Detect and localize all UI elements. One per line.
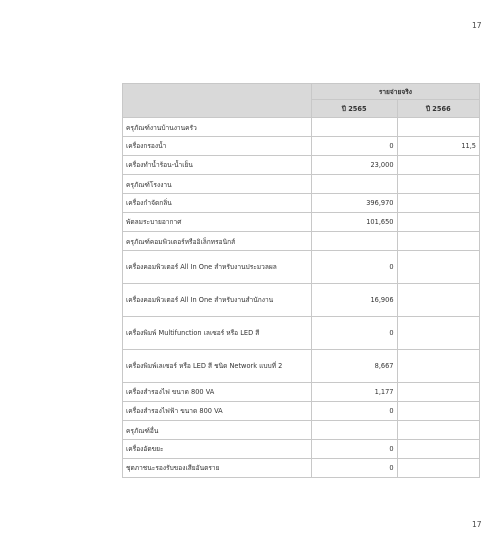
- table-row: [123, 440, 480, 459]
- value-2566: [397, 402, 479, 421]
- item-label: เครื่องทำน้ำร้อน-น้ำเย็น: [123, 156, 312, 175]
- table-row: [123, 459, 480, 478]
- table-row: [123, 232, 480, 251]
- item-label: เครื่องกรองน้ำ: [123, 137, 312, 156]
- table-row: [123, 350, 480, 383]
- value-2565: 0: [311, 459, 397, 478]
- value-2565: 8,667: [311, 350, 397, 383]
- value-2566: [397, 251, 479, 284]
- value-2566: [397, 156, 479, 175]
- value-2566: 11,5: [397, 137, 479, 156]
- value-2566: [397, 317, 479, 350]
- value-2565: 0: [311, 317, 397, 350]
- expenditure-table: [122, 83, 480, 478]
- value-2566: [397, 383, 479, 402]
- value-2565: 0: [311, 251, 397, 284]
- item-label: เครื่องอัดขยะ: [123, 440, 312, 459]
- page-number-bottom: 17: [472, 520, 482, 529]
- value-2565: 396,970: [311, 194, 397, 213]
- category-label: ครุภัณฑ์งานบ้านงานครัว: [123, 118, 312, 137]
- value-2566: [397, 194, 479, 213]
- table-row: [123, 251, 480, 284]
- category-label: ครุภัณฑ์อื่น: [123, 421, 312, 440]
- value-2566: [397, 232, 479, 251]
- year-header-2566: ปี 2566: [397, 100, 479, 118]
- value-2565: 0: [311, 440, 397, 459]
- item-label: พัดลมระบายอากาศ: [123, 213, 312, 232]
- value-2566: [397, 118, 479, 137]
- header-corner-cell: [123, 84, 312, 118]
- year-header-2565: ปี 2565: [311, 100, 397, 118]
- value-2565: 101,650: [311, 213, 397, 232]
- table-row: [123, 213, 480, 232]
- value-2565: [311, 118, 397, 137]
- table-row: [123, 137, 480, 156]
- item-label: เครื่องสำรองไฟ ขนาด 800 VA: [123, 383, 312, 402]
- value-2565: [311, 232, 397, 251]
- value-2566: [397, 440, 479, 459]
- value-2565: [311, 175, 397, 194]
- table-row: [123, 118, 480, 137]
- item-label: เครื่องกำจัดกลิ่น: [123, 194, 312, 213]
- value-2565: [311, 421, 397, 440]
- value-2565: 16,906: [311, 284, 397, 317]
- actual-expenditure-header: รายจ่ายจริง: [311, 84, 479, 100]
- page-number-top: 17: [472, 21, 482, 30]
- table-row: [123, 156, 480, 175]
- item-label: เครื่องสำรองไฟฟ้า ขนาด 800 VA: [123, 402, 312, 421]
- table-row: [123, 383, 480, 402]
- value-2566: [397, 459, 479, 478]
- value-2566: [397, 284, 479, 317]
- value-2566: [397, 350, 479, 383]
- value-2565: 1,177: [311, 383, 397, 402]
- value-2566: [397, 213, 479, 232]
- value-2566: [397, 175, 479, 194]
- table-row: [123, 317, 480, 350]
- table-row: [123, 175, 480, 194]
- category-label: ครุภัณฑ์โรงงาน: [123, 175, 312, 194]
- value-2565: 0: [311, 137, 397, 156]
- table-row: [123, 421, 480, 440]
- item-label: เครื่องคอมพิวเตอร์ All In One สำหรับงานประมวลผล: [123, 251, 312, 284]
- value-2566: [397, 421, 479, 440]
- value-2565: 23,000: [311, 156, 397, 175]
- item-label: เครื่องพิมพ์เลเซอร์ หรือ LED สี ชนิด Network แบบที่ 2: [123, 350, 312, 383]
- item-label: ชุดภาชนะรองรับของเสียอันตราย: [123, 459, 312, 478]
- table-row: [123, 402, 480, 421]
- table-row: [123, 284, 480, 317]
- value-2565: 0: [311, 402, 397, 421]
- item-label: เครื่องพิมพ์ Multifunction เลเซอร์ หรือ LED สี: [123, 317, 312, 350]
- item-label: เครื่องคอมพิวเตอร์ All In One สำหรับงานสำนักงาน: [123, 284, 312, 317]
- table-row: [123, 194, 480, 213]
- category-label: ครุภัณฑ์คอมพิวเตอร์หรืออิเล็กทรอนิกส์: [123, 232, 312, 251]
